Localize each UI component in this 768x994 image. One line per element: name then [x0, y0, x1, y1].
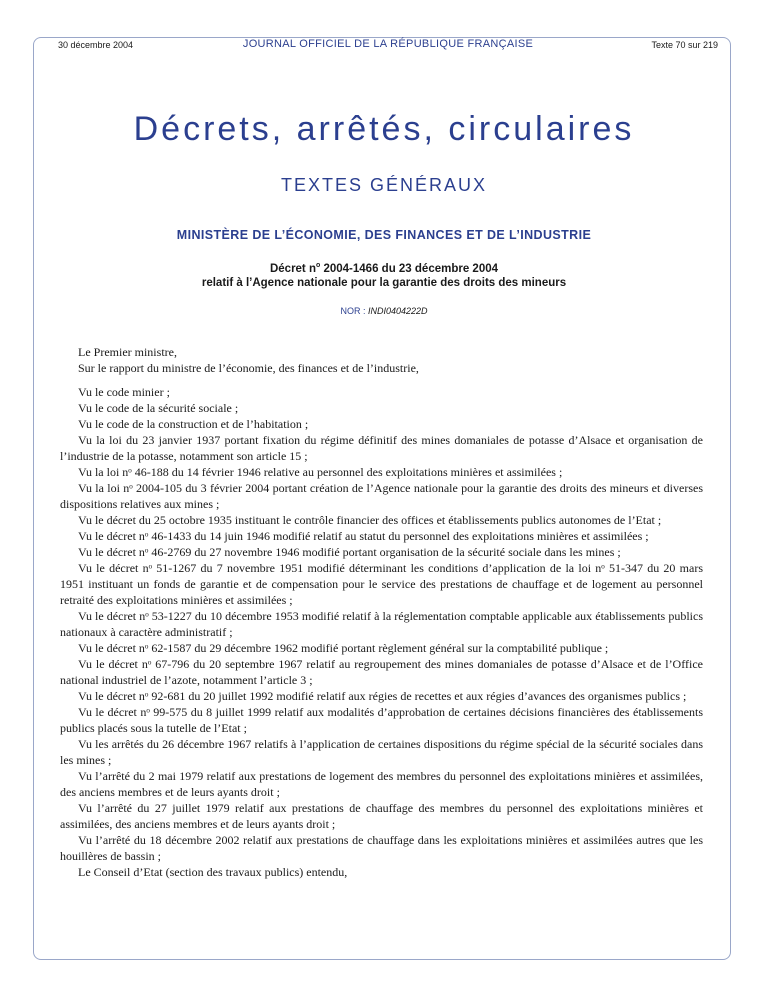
considerant: Vu le décret nᵒ 46-2769 du 27 novembre 1946 modifié portant organisation de la sécurité sociale dans les mines ; [78, 545, 621, 559]
considerant: Vu le décret nᵒ 46-1433 du 14 juin 1946 modifié relatif au statut du personnel des exploitations minières et assimilées ; [78, 529, 649, 543]
considerant: Vu l’arrêté du 2 mai 1979 relatif aux prestations de logement des membres du personnel des exploitations minières et assimilées, des anciens membres et de leurs ayants droit ; [60, 769, 703, 799]
considerant: Vu l’arrêté du 18 décembre 2002 relatif aux prestations de chauffage dans les exploitations minières et assimilées autres que les houillères de bassin ; [60, 833, 703, 863]
ministry-name: MINISTÈRE DE L’ÉCONOMIE, DES FINANCES ET DE L’INDUSTRIE [176, 228, 592, 242]
page-header [58, 40, 718, 54]
decree-line-1: Décret $n^o$ 2004-1466 du 23 décembre 2004 [269, 262, 499, 275]
decree-line-2: relatif à l’Agence nationale pour la garantie des droits des mineurs [201, 276, 567, 289]
decree-title [0, 259, 768, 290]
sub-title: TEXTES GÉNÉRAUX [280, 175, 488, 195]
considerant: Vu le décret nᵒ 99-575 du 8 juillet 1999 relatif aux modalités d’approbation de certaines décisions financières des établissements publics placés sous la tutelle de l’Etat ; [60, 705, 703, 735]
nor-value: INDI0404222D [367, 306, 428, 316]
considerant: Vu l’arrêté du 27 juillet 1979 relatif aux prestations de chauffage des membres du personnel des exploitations minières et assimilées, des anciens membres et de leurs ayants droit ; [60, 801, 703, 831]
decree-body [60, 344, 703, 880]
considerant: Le Conseil d’Etat (section des travaux publics) entendu, [78, 865, 348, 879]
considerant: Vu le décret nᵒ 62-1587 du 29 décembre 1962 modifié portant règlement général sur la comptabilité publique ; [78, 641, 609, 655]
considerant: Vu le décret nᵒ 53-1227 du 10 décembre 1953 modifié relatif à la réglementation comptable applicable aux établissements publics nationaux à caractère administratif ; [60, 609, 703, 639]
texte-number: Texte 70 sur 219 [651, 40, 718, 50]
considerant: Vu les arrêtés du 26 décembre 1967 relatifs à l’application de certaines dispositions du régime spécial de la sécurité sociales dans les mines ; [60, 737, 703, 767]
considerant: Vu le code minier ; [78, 385, 170, 399]
intro-line: Sur le rapport du ministre de l’économie, des finances et de l’industrie, [78, 361, 419, 375]
considerant: Vu le décret nᵒ 67-796 du 20 septembre 1967 relatif au regroupement des mines domaniales de potasse d’Alsace et de l’Office national industriel de l’azote, notamment l’article 3 ; [60, 657, 703, 687]
section-title: Décrets, arrêtés, circulaires [133, 110, 635, 148]
header-date: 30 décembre 2004 [58, 40, 134, 50]
considerant: Vu le code de la construction et de l’habitation ; [78, 417, 309, 431]
considerant: Vu la loi nᵒ 46-188 du 14 février 1946 relative au personnel des exploitations minières et assimilées ; [78, 465, 563, 479]
journal-title: JOURNAL OFFICIEL DE LA RÉPUBLIQUE FRANÇAISE [242, 38, 534, 50]
intro-line: Le Premier ministre, [78, 345, 177, 359]
nor-reference [0, 306, 768, 316]
considerant: Vu le décret du 25 octobre 1935 instituant le contrôle financier des offices et établissements publics autonomes de l’Etat ; [78, 513, 662, 527]
considerant: Vu le code de la sécurité sociale ; [78, 401, 239, 415]
considerant: Vu la loi du 23 janvier 1937 portant fixation du régime définitif des mines domaniales de potasse d’Alsace et organisation de l’industrie de la potasse, notamment son article 15 ; [60, 433, 703, 463]
nor-label: NOR : [340, 306, 368, 316]
considerant: Vu le décret nᵒ 51-1267 du 7 novembre 1951 modifié déterminant les conditions d’application de la loi nᵒ 51-347 du 20 mars 1951 instituant un fonds de garantie et de compensation pour le service des prestations de chauffage et de logement au personnel retraité des exploitations minières et assimilées ; [60, 561, 703, 607]
considerant: Vu le décret nᵒ 92-681 du 20 juillet 1992 modifié relatif aux régies de recettes et aux régies d’avances des organismes publics ; [78, 689, 687, 703]
considerant: Vu la loi nᵒ 2004-105 du 3 février 2004 portant création de l’Agence nationale pour la garantie des droits des mineurs et diverses dispositions relatives aux mines ; [60, 481, 703, 511]
